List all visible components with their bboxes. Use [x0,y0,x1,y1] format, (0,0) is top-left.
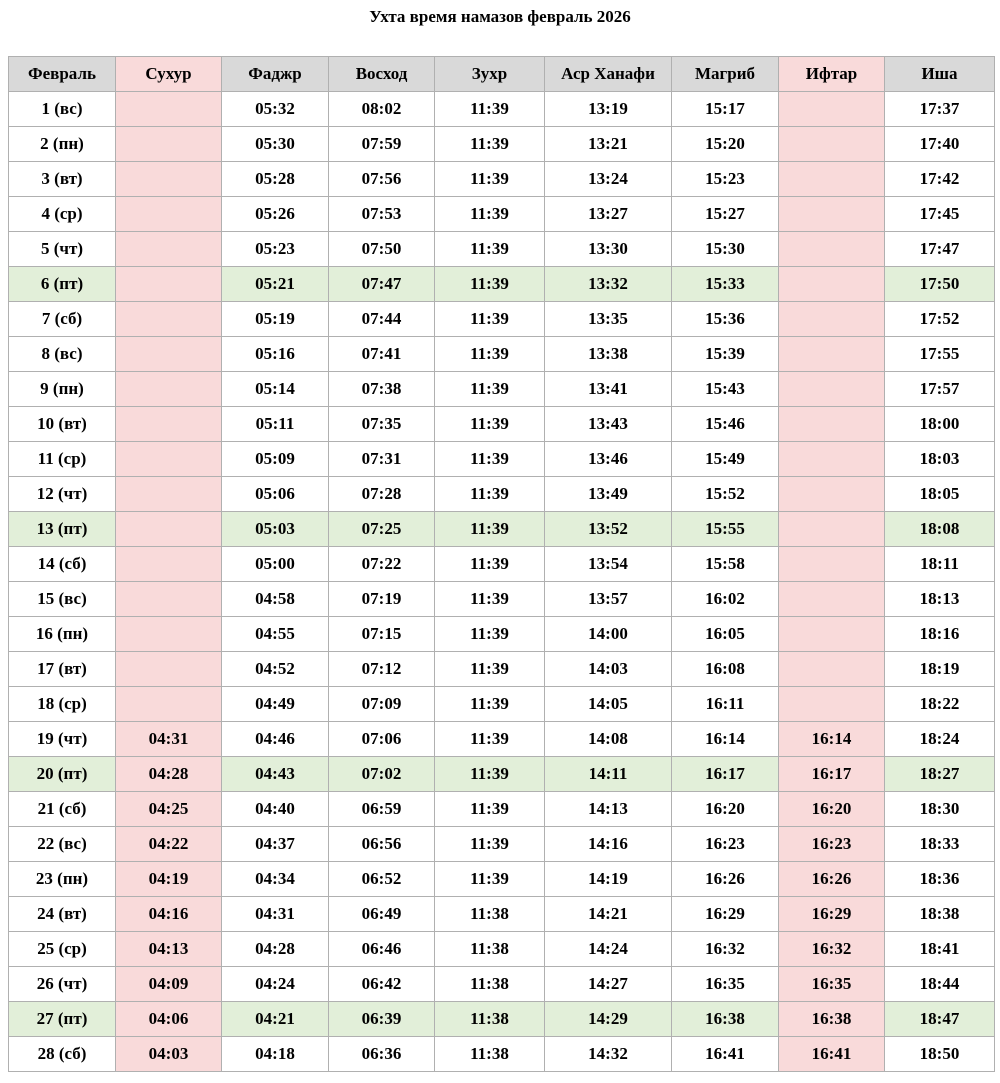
cell-day: 1 (вс) [9,92,116,127]
cell-suhur [116,197,222,232]
cell-zuhr: 11:39 [435,127,545,162]
cell-isha: 17:45 [885,197,995,232]
cell-isha: 18:22 [885,687,995,722]
cell-zuhr: 11:39 [435,337,545,372]
cell-isha: 18:27 [885,757,995,792]
cell-suhur: 04:06 [116,1002,222,1037]
cell-sunrise: 06:36 [329,1037,435,1072]
cell-sunrise: 07:28 [329,477,435,512]
table-row [9,197,995,232]
cell-isha: 17:55 [885,337,995,372]
cell-asr: 13:38 [545,337,672,372]
cell-fajr: 04:18 [222,1037,329,1072]
cell-suhur [116,337,222,372]
cell-fajr: 05:26 [222,197,329,232]
table-row [9,477,995,512]
cell-day: 23 (пн) [9,862,116,897]
cell-asr: 13:27 [545,197,672,232]
cell-fajr: 05:09 [222,442,329,477]
cell-fajr: 04:49 [222,687,329,722]
cell-asr: 13:41 [545,372,672,407]
cell-isha: 17:57 [885,372,995,407]
table-row [9,1002,995,1037]
cell-suhur [116,547,222,582]
cell-suhur [116,582,222,617]
cell-zuhr: 11:39 [435,757,545,792]
cell-zuhr: 11:39 [435,547,545,582]
cell-zuhr: 11:39 [435,92,545,127]
cell-asr: 13:35 [545,302,672,337]
table-row [9,687,995,722]
cell-maghrib: 15:33 [672,267,779,302]
cell-isha: 17:42 [885,162,995,197]
cell-maghrib: 15:43 [672,372,779,407]
cell-isha: 18:00 [885,407,995,442]
cell-fajr: 04:24 [222,967,329,1002]
table-row [9,232,995,267]
cell-fajr: 05:03 [222,512,329,547]
cell-asr: 14:21 [545,897,672,932]
cell-isha: 18:50 [885,1037,995,1072]
cell-fajr: 05:23 [222,232,329,267]
cell-iftar [779,617,885,652]
table-row [9,967,995,1002]
cell-zuhr: 11:39 [435,827,545,862]
cell-iftar [779,582,885,617]
cell-sunrise: 07:02 [329,757,435,792]
table-row [9,722,995,757]
cell-asr: 13:57 [545,582,672,617]
cell-day: 27 (пт) [9,1002,116,1037]
cell-iftar [779,652,885,687]
cell-fajr: 04:46 [222,722,329,757]
cell-sunrise: 07:22 [329,547,435,582]
cell-suhur [116,232,222,267]
cell-fajr: 04:52 [222,652,329,687]
cell-day: 19 (чт) [9,722,116,757]
cell-iftar [779,372,885,407]
table-row [9,757,995,792]
cell-maghrib: 16:41 [672,1037,779,1072]
cell-iftar [779,197,885,232]
cell-isha: 17:50 [885,267,995,302]
table-row [9,162,995,197]
cell-isha: 18:47 [885,1002,995,1037]
cell-iftar [779,442,885,477]
cell-maghrib: 15:58 [672,547,779,582]
cell-maghrib: 15:46 [672,407,779,442]
cell-sunrise: 07:38 [329,372,435,407]
cell-asr: 14:05 [545,687,672,722]
cell-suhur [116,372,222,407]
cell-fajr: 05:16 [222,337,329,372]
cell-asr: 13:46 [545,442,672,477]
cell-sunrise: 07:59 [329,127,435,162]
cell-sunrise: 07:41 [329,337,435,372]
cell-maghrib: 16:29 [672,897,779,932]
cell-iftar [779,547,885,582]
cell-asr: 14:16 [545,827,672,862]
cell-fajr: 05:00 [222,547,329,582]
cell-fajr: 04:55 [222,617,329,652]
column-header-fajr: Фаджр [222,57,329,92]
table-row [9,932,995,967]
cell-day: 12 (чт) [9,477,116,512]
prayer-times-table [8,56,995,1072]
cell-maghrib: 15:52 [672,477,779,512]
table-body [9,92,995,1072]
cell-iftar [779,127,885,162]
cell-zuhr: 11:39 [435,232,545,267]
cell-sunrise: 07:50 [329,232,435,267]
cell-zuhr: 11:39 [435,442,545,477]
cell-day: 22 (вс) [9,827,116,862]
cell-day: 21 (сб) [9,792,116,827]
cell-asr: 14:19 [545,862,672,897]
cell-sunrise: 07:31 [329,442,435,477]
column-header-month: Февраль [9,57,116,92]
cell-iftar: 16:23 [779,827,885,862]
cell-asr: 14:13 [545,792,672,827]
cell-day: 3 (вт) [9,162,116,197]
cell-sunrise: 06:39 [329,1002,435,1037]
cell-iftar: 16:38 [779,1002,885,1037]
cell-maghrib: 16:17 [672,757,779,792]
cell-fajr: 04:43 [222,757,329,792]
cell-maghrib: 16:08 [672,652,779,687]
cell-zuhr: 11:39 [435,267,545,302]
table-row [9,897,995,932]
cell-iftar: 16:14 [779,722,885,757]
cell-iftar: 16:17 [779,757,885,792]
table-row [9,792,995,827]
cell-isha: 18:16 [885,617,995,652]
cell-iftar [779,232,885,267]
cell-sunrise: 07:12 [329,652,435,687]
cell-iftar [779,687,885,722]
cell-sunrise: 07:47 [329,267,435,302]
cell-zuhr: 11:39 [435,512,545,547]
table-row [9,827,995,862]
cell-fajr: 04:21 [222,1002,329,1037]
cell-fajr: 04:37 [222,827,329,862]
cell-asr: 14:24 [545,932,672,967]
cell-isha: 17:47 [885,232,995,267]
cell-suhur [116,442,222,477]
cell-maghrib: 16:35 [672,967,779,1002]
cell-maghrib: 16:26 [672,862,779,897]
table-row [9,862,995,897]
cell-suhur: 04:16 [116,897,222,932]
cell-fajr: 05:06 [222,477,329,512]
cell-iftar [779,337,885,372]
cell-maghrib: 16:02 [672,582,779,617]
cell-zuhr: 11:39 [435,687,545,722]
cell-asr: 13:30 [545,232,672,267]
cell-iftar: 16:20 [779,792,885,827]
cell-zuhr: 11:39 [435,162,545,197]
cell-zuhr: 11:38 [435,1002,545,1037]
cell-asr: 13:49 [545,477,672,512]
cell-day: 2 (пн) [9,127,116,162]
cell-day: 25 (ср) [9,932,116,967]
cell-fajr: 04:40 [222,792,329,827]
cell-maghrib: 16:23 [672,827,779,862]
cell-suhur [116,652,222,687]
cell-isha: 17:52 [885,302,995,337]
cell-sunrise: 07:06 [329,722,435,757]
cell-sunrise: 06:52 [329,862,435,897]
cell-day: 20 (пт) [9,757,116,792]
cell-sunrise: 06:59 [329,792,435,827]
cell-suhur: 04:22 [116,827,222,862]
cell-asr: 14:11 [545,757,672,792]
cell-sunrise: 07:56 [329,162,435,197]
column-header-suhur: Сухур [116,57,222,92]
column-header-iftar: Ифтар [779,57,885,92]
cell-suhur [116,302,222,337]
cell-iftar: 16:29 [779,897,885,932]
cell-asr: 13:52 [545,512,672,547]
cell-zuhr: 11:38 [435,1037,545,1072]
cell-zuhr: 11:39 [435,582,545,617]
cell-iftar: 16:41 [779,1037,885,1072]
cell-day: 7 (сб) [9,302,116,337]
cell-suhur: 04:25 [116,792,222,827]
cell-sunrise: 07:35 [329,407,435,442]
cell-asr: 14:08 [545,722,672,757]
cell-zuhr: 11:39 [435,652,545,687]
cell-maghrib: 16:05 [672,617,779,652]
cell-fajr: 04:31 [222,897,329,932]
column-header-isha: Иша [885,57,995,92]
cell-zuhr: 11:39 [435,792,545,827]
cell-asr: 13:32 [545,267,672,302]
cell-sunrise: 07:25 [329,512,435,547]
cell-iftar: 16:32 [779,932,885,967]
cell-maghrib: 15:20 [672,127,779,162]
table-row [9,267,995,302]
cell-asr: 14:29 [545,1002,672,1037]
cell-asr: 13:21 [545,127,672,162]
cell-isha: 18:13 [885,582,995,617]
cell-isha: 18:24 [885,722,995,757]
cell-iftar [779,162,885,197]
cell-day: 15 (вс) [9,582,116,617]
cell-fajr: 05:14 [222,372,329,407]
cell-maghrib: 15:36 [672,302,779,337]
table-row [9,442,995,477]
cell-fajr: 05:32 [222,92,329,127]
cell-suhur [116,407,222,442]
cell-iftar [779,267,885,302]
cell-zuhr: 11:39 [435,617,545,652]
cell-isha: 17:40 [885,127,995,162]
cell-day: 10 (вт) [9,407,116,442]
cell-maghrib: 16:38 [672,1002,779,1037]
cell-suhur: 04:13 [116,932,222,967]
cell-sunrise: 08:02 [329,92,435,127]
cell-suhur: 04:09 [116,967,222,1002]
cell-iftar [779,477,885,512]
cell-maghrib: 15:27 [672,197,779,232]
cell-asr: 14:00 [545,617,672,652]
cell-suhur [116,127,222,162]
cell-maghrib: 16:11 [672,687,779,722]
table-row [9,302,995,337]
cell-maghrib: 16:14 [672,722,779,757]
cell-sunrise: 07:09 [329,687,435,722]
cell-zuhr: 11:39 [435,722,545,757]
cell-day: 16 (пн) [9,617,116,652]
cell-day: 11 (ср) [9,442,116,477]
table-row [9,337,995,372]
cell-isha: 18:19 [885,652,995,687]
cell-fajr: 05:28 [222,162,329,197]
cell-iftar [779,92,885,127]
cell-isha: 18:11 [885,547,995,582]
cell-fajr: 05:11 [222,407,329,442]
cell-zuhr: 11:39 [435,477,545,512]
cell-maghrib: 15:49 [672,442,779,477]
cell-suhur: 04:19 [116,862,222,897]
cell-isha: 18:36 [885,862,995,897]
cell-asr: 14:27 [545,967,672,1002]
cell-isha: 18:44 [885,967,995,1002]
cell-day: 14 (сб) [9,547,116,582]
cell-fajr: 04:58 [222,582,329,617]
cell-suhur: 04:31 [116,722,222,757]
cell-day: 8 (вс) [9,337,116,372]
cell-sunrise: 07:15 [329,617,435,652]
cell-sunrise: 06:56 [329,827,435,862]
column-header-sunrise: Восход [329,57,435,92]
cell-fajr: 05:21 [222,267,329,302]
cell-suhur [116,687,222,722]
cell-suhur [116,162,222,197]
cell-sunrise: 07:53 [329,197,435,232]
column-header-zuhr: Зухр [435,57,545,92]
cell-isha: 18:03 [885,442,995,477]
cell-asr: 13:54 [545,547,672,582]
cell-iftar: 16:26 [779,862,885,897]
cell-suhur [116,617,222,652]
cell-fajr: 04:28 [222,932,329,967]
cell-fajr: 04:34 [222,862,329,897]
cell-asr: 13:43 [545,407,672,442]
cell-sunrise: 06:46 [329,932,435,967]
cell-day: 18 (ср) [9,687,116,722]
table-row [9,407,995,442]
page-title: Ухта время намазов февраль 2026 [369,7,631,26]
cell-suhur: 04:28 [116,757,222,792]
table-row [9,92,995,127]
cell-day: 26 (чт) [9,967,116,1002]
cell-maghrib: 15:23 [672,162,779,197]
cell-zuhr: 11:38 [435,897,545,932]
cell-maghrib: 16:32 [672,932,779,967]
cell-asr: 13:19 [545,92,672,127]
table-row [9,652,995,687]
table-row [9,547,995,582]
cell-isha: 17:37 [885,92,995,127]
column-header-maghrib: Магриб [672,57,779,92]
cell-fajr: 05:19 [222,302,329,337]
cell-maghrib: 15:55 [672,512,779,547]
cell-day: 17 (вт) [9,652,116,687]
cell-iftar [779,302,885,337]
cell-day: 24 (вт) [9,897,116,932]
cell-iftar: 16:35 [779,967,885,1002]
cell-maghrib: 15:39 [672,337,779,372]
cell-isha: 18:41 [885,932,995,967]
cell-zuhr: 11:39 [435,372,545,407]
cell-maghrib: 15:30 [672,232,779,267]
cell-zuhr: 11:38 [435,967,545,1002]
cell-suhur [116,92,222,127]
cell-fajr: 05:30 [222,127,329,162]
cell-zuhr: 11:39 [435,407,545,442]
cell-sunrise: 07:19 [329,582,435,617]
cell-iftar [779,407,885,442]
table-row [9,1037,995,1072]
cell-maghrib: 15:17 [672,92,779,127]
cell-suhur [116,267,222,302]
table-row [9,372,995,407]
table-row [9,512,995,547]
table-header-row [9,57,995,92]
cell-zuhr: 11:39 [435,302,545,337]
cell-sunrise: 06:49 [329,897,435,932]
cell-sunrise: 06:42 [329,967,435,1002]
cell-zuhr: 11:38 [435,932,545,967]
cell-day: 5 (чт) [9,232,116,267]
cell-asr: 13:24 [545,162,672,197]
table-row [9,582,995,617]
cell-day: 9 (пн) [9,372,116,407]
cell-zuhr: 11:39 [435,862,545,897]
cell-iftar [779,512,885,547]
cell-asr: 14:03 [545,652,672,687]
cell-day: 6 (пт) [9,267,116,302]
cell-suhur [116,477,222,512]
cell-isha: 18:05 [885,477,995,512]
cell-day: 13 (пт) [9,512,116,547]
cell-isha: 18:08 [885,512,995,547]
cell-isha: 18:30 [885,792,995,827]
cell-suhur [116,512,222,547]
cell-zuhr: 11:39 [435,197,545,232]
column-header-asr: Аср Ханафи [545,57,672,92]
cell-suhur: 04:03 [116,1037,222,1072]
table-row [9,127,995,162]
cell-isha: 18:38 [885,897,995,932]
cell-day: 4 (ср) [9,197,116,232]
cell-day: 28 (сб) [9,1037,116,1072]
table-row [9,617,995,652]
cell-asr: 14:32 [545,1037,672,1072]
cell-maghrib: 16:20 [672,792,779,827]
cell-sunrise: 07:44 [329,302,435,337]
cell-isha: 18:33 [885,827,995,862]
